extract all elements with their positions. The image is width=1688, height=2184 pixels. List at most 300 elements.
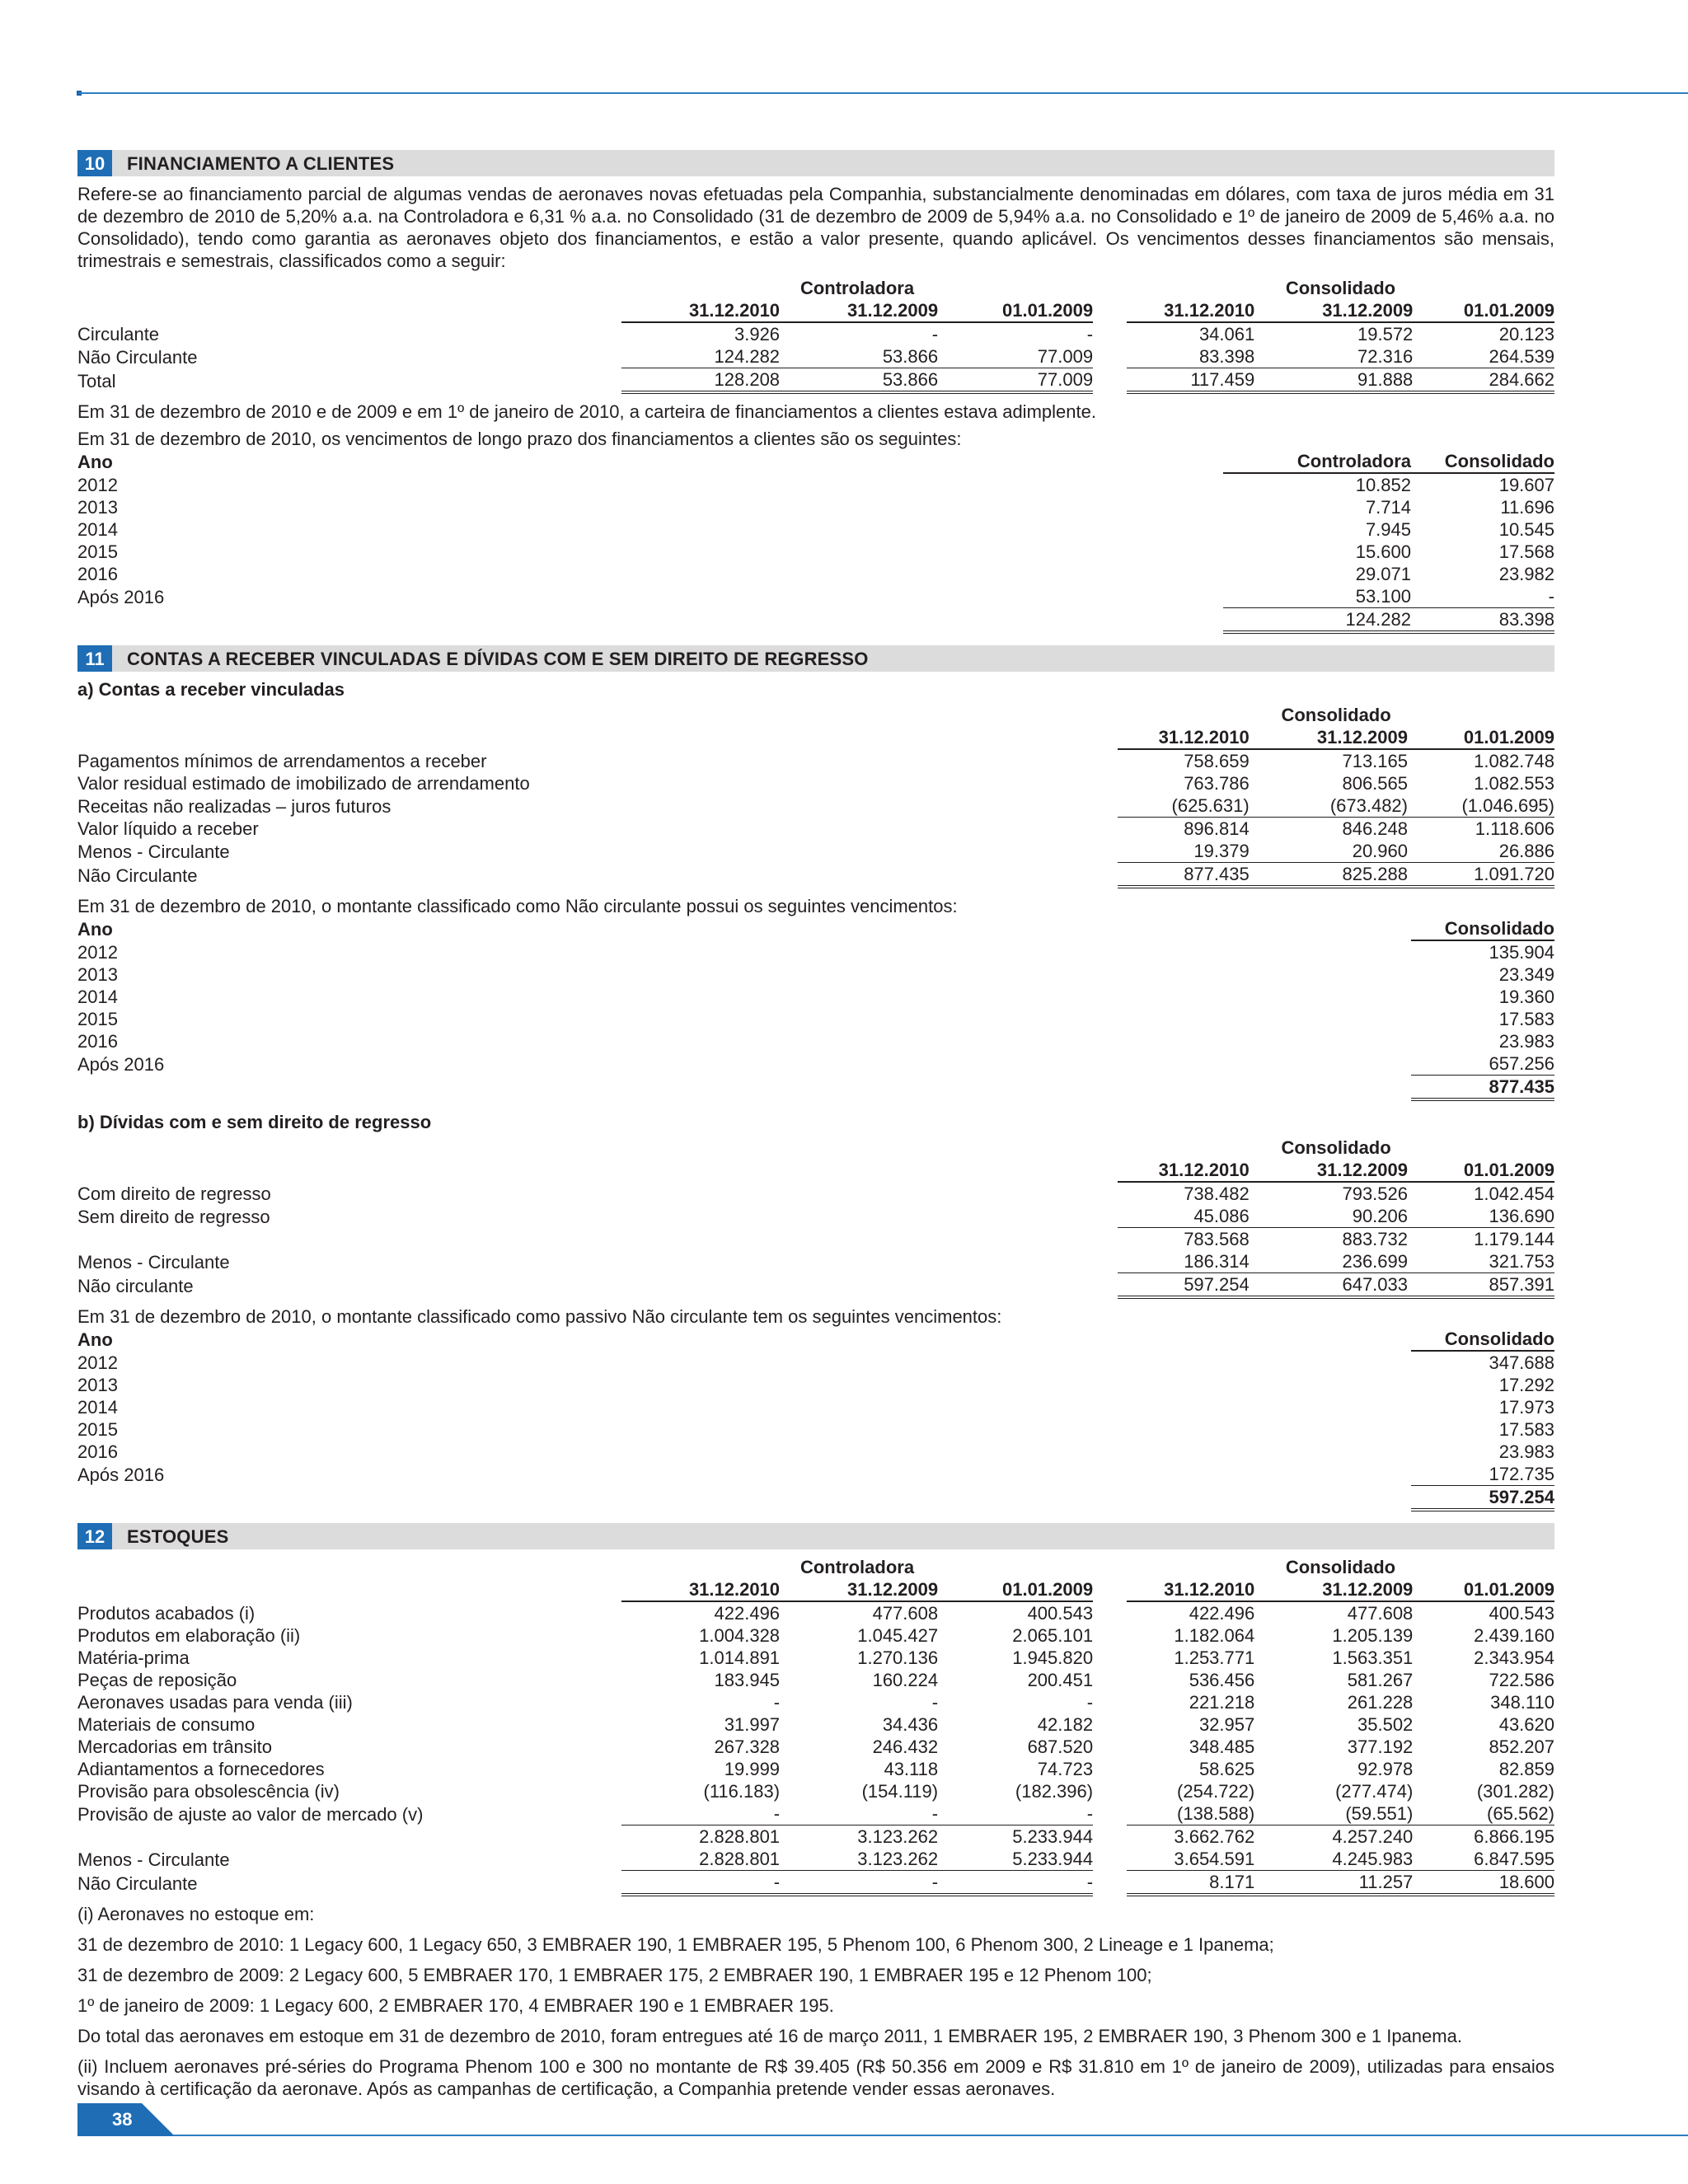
cell: 1.182.064 [1174, 1625, 1255, 1646]
row-label: Menos - Circulante [77, 1251, 230, 1272]
group-header-consolidado: Consolidado [1285, 1557, 1396, 1577]
cell: 17.583 [1498, 1419, 1554, 1440]
row-label: Provisão de ajuste ao valor de mercado (v) [77, 1803, 424, 1825]
cell: 82.859 [1498, 1759, 1554, 1779]
column-header: Ano [77, 452, 113, 472]
table-row [77, 863, 1554, 888]
subsection-b-title: b) Dívidas com e sem direito de regresso [77, 1112, 432, 1132]
row-label: Não Circulante [77, 865, 198, 886]
inventory-table [77, 1556, 1554, 1896]
cell: (154.119) [861, 1781, 939, 1802]
cell: 581.267 [1347, 1670, 1414, 1690]
cell: 19.572 [1357, 324, 1414, 344]
column-header: Ano [77, 1329, 113, 1350]
cell: 35.502 [1357, 1714, 1414, 1735]
group-header-controladora: Controladora [799, 278, 915, 298]
cell: 1.270.136 [857, 1647, 939, 1668]
cell: (625.631) [1118, 794, 1250, 818]
cell: 43.118 [884, 1759, 939, 1779]
cell: 34.061 [1198, 324, 1255, 344]
column-header: Ano [77, 919, 113, 940]
cell: 6.847.595 [1413, 1848, 1554, 1871]
cell: (182.396) [1015, 1781, 1094, 1802]
cell: 1.118.606 [1475, 818, 1554, 839]
row-label: Pagamentos mínimos de arrendamentos a receber [77, 751, 487, 771]
row-label: 2014 [77, 1397, 118, 1418]
table-row [77, 1871, 1554, 1896]
cell: 348.110 [1490, 1692, 1554, 1713]
table-row [77, 1691, 1554, 1713]
cell: (301.282) [1476, 1781, 1554, 1802]
section-12-header [77, 1523, 1554, 1549]
receivables-table [77, 704, 1554, 888]
column-header: 01.01.2009 [938, 299, 1093, 322]
row-label: 2016 [77, 564, 118, 584]
row-label: Menos - Circulante [77, 1849, 230, 1870]
cell: 857.391 [1408, 1273, 1554, 1298]
cell: (65.562) [1413, 1802, 1554, 1825]
row-label: 2014 [77, 987, 118, 1007]
financing-table [77, 277, 1554, 394]
cell: 657.256 [1411, 1052, 1554, 1076]
row-label: 2013 [77, 964, 118, 985]
table-row [77, 1418, 1554, 1441]
column-header: 31.12.2010 [1127, 1578, 1254, 1601]
column-header: 01.01.2009 [1413, 299, 1554, 322]
cell: 3.662.762 [1174, 1826, 1255, 1847]
table-row [77, 840, 1554, 863]
cell: 763.786 [1184, 773, 1250, 794]
column-header: 01.01.2009 [1408, 1159, 1554, 1182]
cell: 83.398 [1411, 608, 1554, 633]
cell: 2.343.954 [1474, 1647, 1554, 1668]
cell: - [938, 1871, 1093, 1896]
cell: 90.206 [1250, 1205, 1408, 1228]
table-row-total [77, 1076, 1554, 1100]
cell: 19.360 [1498, 987, 1554, 1007]
inventory-note: 31 de dezembro de 2009: 2 Legacy 600, 5 EMBRAER 170, 1 EMBRAER 175, 2 EMBRAER 190, 1 EMBRAER 195 e 12 Phenom 100; [77, 1965, 1152, 1985]
cell: 200.451 [1027, 1670, 1094, 1690]
row-label: 2015 [77, 1419, 118, 1440]
cell: 877.435 [1118, 863, 1250, 888]
cell: 477.608 [1347, 1603, 1414, 1624]
cell: 1.014.891 [699, 1647, 781, 1668]
cell: 758.659 [1184, 751, 1250, 771]
cell: 19.999 [724, 1759, 781, 1779]
row-label: Receitas não realizadas – juros futuros [77, 795, 392, 817]
table-row [77, 322, 1554, 345]
cell: 806.565 [1342, 773, 1408, 794]
column-header: 31.12.2010 [621, 299, 780, 322]
table-row [77, 1351, 1554, 1374]
row-label: Adiantamentos a fornecedores [77, 1759, 325, 1779]
cell: 4.245.983 [1254, 1848, 1413, 1871]
cell: 23.983 [1498, 1031, 1554, 1052]
inventory-rows [77, 1601, 1554, 1895]
table-row [77, 1182, 1554, 1205]
table-row [77, 1396, 1554, 1418]
row-label: Sem direito de regresso [77, 1206, 270, 1227]
table-row [77, 1205, 1554, 1228]
cell: 20.123 [1498, 324, 1554, 344]
section-title: ESTOQUES [127, 1526, 229, 1547]
cell: 597.254 [1411, 1486, 1554, 1511]
page-content [77, 150, 1554, 2105]
cell: 117.459 [1127, 368, 1254, 393]
cell: 5.233.944 [938, 1848, 1093, 1871]
table-row [77, 1228, 1554, 1251]
cell: 3.926 [734, 324, 781, 344]
column-header: 31.12.2009 [1250, 726, 1408, 749]
row-label: Mercadorias em trânsito [77, 1736, 272, 1757]
cell: 347.688 [1489, 1352, 1554, 1373]
header-rule [78, 92, 1688, 94]
row-label: 2012 [77, 1352, 118, 1373]
cell: 17.292 [1498, 1375, 1554, 1395]
cell: 20.960 [1250, 840, 1408, 863]
column-header: Consolidado [1411, 1328, 1554, 1351]
receivables-maturity-table [77, 917, 1554, 1101]
cell: 160.224 [872, 1670, 939, 1690]
column-header: 31.12.2010 [1127, 299, 1254, 322]
cell: 783.568 [1184, 1229, 1250, 1249]
table-row [77, 1463, 1554, 1486]
section-10-intro: Refere-se ao financiamento parcial de algumas vendas de aeronaves novas efetuadas pela Companhia, substancialmente denominadas em dólares, com taxa de juros média em 31 de dezembro de 2010 de 5,20% a.a. na Controladora e 6,31 % a.a. no Consolidado (31 de dezembro de 2009 de 5,94% a.a. no Consolidado e 1º de janeiro de 2009 de 5,46% a.a. no Consolidado), tendo como garantia as aeronaves objeto dos financiamentos, e estão a valor presente, quando aplicável. Os vencimentos desses financiamentos são mensais, trimestrais e semestrais, classificados como a seguir: [77, 184, 1554, 271]
row-label [77, 1228, 1118, 1251]
cell: 284.662 [1413, 368, 1554, 393]
group-header-consolidado: Consolidado [1285, 278, 1396, 298]
cell: 53.100 [1223, 585, 1411, 608]
cell: 83.398 [1127, 345, 1254, 368]
cell: 42.182 [1037, 1714, 1094, 1735]
cell: 597.254 [1118, 1273, 1250, 1298]
cell: 2.828.801 [699, 1826, 781, 1847]
column-header: Controladora [1223, 450, 1411, 473]
table-row [77, 1052, 1554, 1076]
cell: 19.607 [1498, 475, 1554, 495]
row-label: 2013 [77, 497, 118, 518]
row-label: Valor líquido a receber [77, 818, 259, 839]
row-label: Após 2016 [77, 586, 165, 607]
cell: 4.257.240 [1332, 1826, 1414, 1847]
cell: 11.696 [1500, 497, 1554, 518]
cell: 136.690 [1408, 1205, 1554, 1228]
row-label: Aeronaves usadas para venda (iii) [77, 1692, 353, 1713]
row-label: Após 2016 [77, 1053, 165, 1075]
row-label: Total [77, 371, 116, 391]
cell: - [773, 1692, 781, 1713]
column-header: 31.12.2009 [1250, 1159, 1408, 1182]
row-label: Provisão para obsolescência (iv) [77, 1781, 340, 1802]
cell: 53.866 [780, 345, 938, 368]
cell: 183.945 [714, 1670, 781, 1690]
cell: 1.082.748 [1474, 751, 1554, 771]
debts-maturity-table [77, 1328, 1554, 1511]
section-10-note-2: Em 31 de dezembro de 2010, os vencimentos de longo prazo dos financiamentos a clientes são os seguintes: [77, 429, 962, 449]
section-number: 11 [77, 645, 112, 672]
cell: 477.608 [872, 1603, 939, 1624]
row-label: Não Circulante [77, 346, 198, 368]
table-row [77, 1250, 1554, 1273]
row-label: Com direito de regresso [77, 1183, 271, 1204]
table-row [77, 1624, 1554, 1647]
cell: (138.588) [1127, 1802, 1254, 1825]
cell: 3.123.262 [857, 1826, 939, 1847]
cell: 400.543 [1489, 1603, 1554, 1624]
cell: 722.586 [1489, 1670, 1554, 1690]
cell: 264.539 [1413, 345, 1554, 368]
cell: 5.233.944 [1012, 1826, 1094, 1847]
group-header-controladora: Controladora [799, 1557, 915, 1577]
cell: - [780, 1802, 938, 1825]
row-label: Materiais de consumo [77, 1714, 256, 1735]
cell: 23.982 [1498, 564, 1554, 584]
cell: 74.723 [1037, 1759, 1094, 1779]
cell: 53.866 [780, 368, 938, 393]
table-row [77, 986, 1554, 1008]
cell: 1.004.328 [699, 1625, 781, 1646]
table-row-total [77, 1486, 1554, 1511]
table-row [77, 818, 1554, 841]
table-row [77, 585, 1554, 608]
table-row [77, 1848, 1554, 1871]
footer-rule [173, 2135, 1688, 2136]
section-number: 12 [77, 1523, 112, 1549]
cell: (673.482) [1250, 794, 1408, 818]
cell: 31.997 [724, 1714, 781, 1735]
column-header: 31.12.2010 [1118, 1159, 1250, 1182]
table-row [77, 1802, 1554, 1825]
cell: 221.218 [1189, 1692, 1255, 1713]
cell: 687.520 [1027, 1736, 1094, 1757]
row-label: Peças de reposição [77, 1670, 237, 1690]
cell: 852.207 [1489, 1736, 1554, 1757]
table-row [77, 1713, 1554, 1736]
table-row [77, 1030, 1554, 1052]
table-row [77, 1273, 1554, 1298]
cell: 43.620 [1498, 1714, 1554, 1735]
row-label: Após 2016 [77, 1464, 165, 1485]
cell: 15.600 [1355, 541, 1411, 562]
cell: 348.485 [1189, 1736, 1255, 1757]
column-header: 31.12.2009 [780, 299, 938, 322]
cell: 128.208 [621, 368, 780, 393]
cell: 72.316 [1254, 345, 1413, 368]
cell: - [931, 324, 939, 344]
cell: 2.439.160 [1474, 1625, 1554, 1646]
cell: 236.699 [1250, 1250, 1408, 1273]
table-row [77, 368, 1554, 393]
cell: 34.436 [882, 1714, 939, 1735]
cell: 377.192 [1347, 1736, 1414, 1757]
table-row [77, 1374, 1554, 1396]
page-number: 38 [112, 2109, 133, 2130]
cell: 10.545 [1498, 519, 1554, 540]
cell: 246.432 [872, 1736, 939, 1757]
row-label: Matéria-prima [77, 1647, 190, 1668]
cell: 261.228 [1347, 1692, 1414, 1713]
row-label: 2013 [77, 1375, 118, 1395]
row-label: 2016 [77, 1031, 118, 1052]
section-title: FINANCIAMENTO A CLIENTES [127, 152, 395, 174]
cell: 18.600 [1413, 1871, 1554, 1896]
cell: 3.654.591 [1127, 1848, 1254, 1871]
row-label: Circulante [77, 324, 160, 344]
cell: 6.866.195 [1474, 1826, 1554, 1847]
row-label: Produtos em elaboração (ii) [77, 1625, 301, 1646]
column-header: Consolidado [1411, 450, 1554, 473]
column-header: 01.01.2009 [1408, 726, 1554, 749]
inventory-note: 1º de janeiro de 2009: 1 Legacy 600, 2 EMBRAER 170, 4 EMBRAER 190 e 1 EMBRAER 195. [77, 1995, 834, 2016]
column-header: 31.12.2010 [621, 1578, 780, 1601]
cell: 1.563.351 [1332, 1647, 1414, 1668]
cell: 17.568 [1498, 541, 1554, 562]
row-label: Não circulante [77, 1276, 194, 1296]
cell: 11.257 [1254, 1871, 1413, 1896]
column-header: 31.12.2009 [1254, 1578, 1413, 1601]
table-row [77, 794, 1554, 818]
row-label: Não Circulante [77, 1873, 198, 1894]
cell: (277.474) [1335, 1781, 1414, 1802]
cell: 32.957 [1198, 1714, 1255, 1735]
table-row [77, 473, 1554, 496]
row-label: Menos - Circulante [77, 841, 230, 862]
table-row [77, 940, 1554, 963]
cell: 172.735 [1411, 1463, 1554, 1486]
debts-table [77, 1137, 1554, 1299]
cell: - [780, 1871, 938, 1896]
table-row [77, 1441, 1554, 1463]
cell: 3.123.262 [780, 1848, 938, 1871]
table-row [77, 749, 1554, 772]
cell: 186.314 [1118, 1250, 1250, 1273]
column-header: 31.12.2009 [1254, 299, 1413, 322]
row-label: Produtos acabados (i) [77, 1603, 256, 1624]
cell: (116.183) [703, 1781, 781, 1802]
cell: 29.071 [1355, 564, 1411, 584]
table-row [77, 1008, 1554, 1030]
column-header: 01.01.2009 [1413, 1578, 1554, 1601]
inventory-note: Do total das aeronaves em estoque em 31 de dezembro de 2010, foram entregues até 16 de março 2011, 1 EMBRAER 195, 2 EMBRAER 190, 3 Phenom 300 e 1 Ipanema. [77, 2026, 1462, 2046]
cell: 17.583 [1498, 1009, 1554, 1029]
table-row [77, 1736, 1554, 1758]
group-header-consolidado: Consolidado [1281, 705, 1391, 725]
cell: 422.496 [714, 1603, 781, 1624]
cell: (254.722) [1177, 1781, 1255, 1802]
table-row [77, 772, 1554, 794]
cell: 8.171 [1127, 1871, 1254, 1896]
cell: 23.349 [1498, 964, 1554, 985]
table-row [77, 518, 1554, 541]
row-label: 2015 [77, 541, 118, 562]
cell: 422.496 [1189, 1603, 1255, 1624]
row-label: 2014 [77, 519, 118, 540]
section-number: 10 [77, 150, 112, 176]
inventory-note: 31 de dezembro de 2010: 1 Legacy 600, 1 Legacy 650, 3 EMBRAER 190, 1 EMBRAER 195, 5 Phenom 100, 6 Phenom 300, 2 Lineage e 1 Ipanema; [77, 1934, 1274, 1955]
section-10-note-1: Em 31 de dezembro de 2010 e de 2009 e em 1º de janeiro de 2010, a carteira de financiamentos a clientes estava adimplente. [77, 401, 1096, 422]
row-label: 2016 [77, 1441, 118, 1462]
cell: 45.086 [1118, 1205, 1250, 1228]
cell: 825.288 [1250, 863, 1408, 888]
cell: 400.543 [1027, 1603, 1094, 1624]
table-row-total [77, 608, 1554, 633]
table-row [77, 541, 1554, 563]
row-label [77, 1825, 621, 1849]
group-header-consolidado: Consolidado [1281, 1137, 1391, 1158]
cell: 877.435 [1411, 1076, 1554, 1100]
cell: 23.983 [1498, 1441, 1554, 1462]
cell: 896.814 [1184, 818, 1250, 839]
cell: 1.179.144 [1474, 1229, 1554, 1249]
cell: 1.945.820 [1012, 1647, 1094, 1668]
cell: 738.482 [1184, 1183, 1250, 1204]
cell: 846.248 [1342, 818, 1408, 839]
financing-maturity-table [77, 450, 1554, 634]
cell: 267.328 [714, 1736, 781, 1757]
cell: 2.828.801 [621, 1848, 780, 1871]
inventory-note: (ii) Incluem aeronaves pré-séries do Programa Phenom 100 e 300 no montante de R$ 39.405 (R$ 50.356 em 2009 e R$ 31.810 em 1º de janeiro de 2009), utilizadas para ensaios visando à certificação da aeronave. Após as campanhas de certificação, a Companhia pretende vender essas aeronaves. [77, 2056, 1554, 2099]
table-row [77, 963, 1554, 986]
column-header: Consolidado [1411, 917, 1554, 940]
table-row [77, 496, 1554, 518]
cell: 19.379 [1118, 840, 1250, 863]
receivables-note: Em 31 de dezembro de 2010, o montante classificado como Não circulante possui os seguintes vencimentos: [77, 896, 958, 916]
row-label: 2012 [77, 475, 118, 495]
cell: 77.009 [938, 368, 1093, 393]
cell: - [931, 1692, 939, 1713]
table-row [77, 345, 1554, 368]
subsection-a-title: a) Contas a receber vinculadas [77, 679, 345, 700]
cell: 793.526 [1342, 1183, 1408, 1204]
cell: 135.904 [1489, 942, 1554, 963]
cell: 1.091.720 [1408, 863, 1554, 888]
table-row [77, 563, 1554, 585]
cell: 7.714 [1365, 497, 1411, 518]
cell: - [1086, 1692, 1094, 1713]
section-10-header [77, 150, 1554, 176]
column-header: 31.12.2010 [1118, 726, 1250, 749]
cell: (1.046.695) [1408, 794, 1554, 818]
inventory-note: (i) Aeronaves no estoque em: [77, 1904, 315, 1924]
cell: - [621, 1871, 780, 1896]
table-row [77, 1601, 1554, 1624]
column-header: 01.01.2009 [938, 1578, 1093, 1601]
table-row [77, 1780, 1554, 1802]
cell: 10.852 [1355, 475, 1411, 495]
cell: 1.253.771 [1174, 1647, 1255, 1668]
cell: 321.753 [1408, 1250, 1554, 1273]
row-label: 2012 [77, 942, 118, 963]
cell: 1.042.454 [1474, 1183, 1554, 1204]
table-row [77, 1825, 1554, 1849]
cell: 1.205.139 [1332, 1625, 1414, 1646]
cell: 536.456 [1189, 1670, 1255, 1690]
row-label: Valor residual estimado de imobilizado de arrendamento [77, 773, 530, 794]
cell: 124.282 [621, 345, 780, 368]
cell: 1.082.553 [1474, 773, 1554, 794]
cell: - [1086, 324, 1094, 344]
cell: 58.625 [1198, 1759, 1255, 1779]
table-row [77, 1647, 1554, 1669]
cell: 26.886 [1408, 840, 1554, 863]
cell: 91.888 [1254, 368, 1413, 393]
row-label: 2015 [77, 1009, 118, 1029]
cell: 7.945 [1365, 519, 1411, 540]
table-row [77, 1669, 1554, 1691]
cell: 647.033 [1250, 1273, 1408, 1298]
table-row [77, 1758, 1554, 1780]
cell: - [938, 1802, 1093, 1825]
